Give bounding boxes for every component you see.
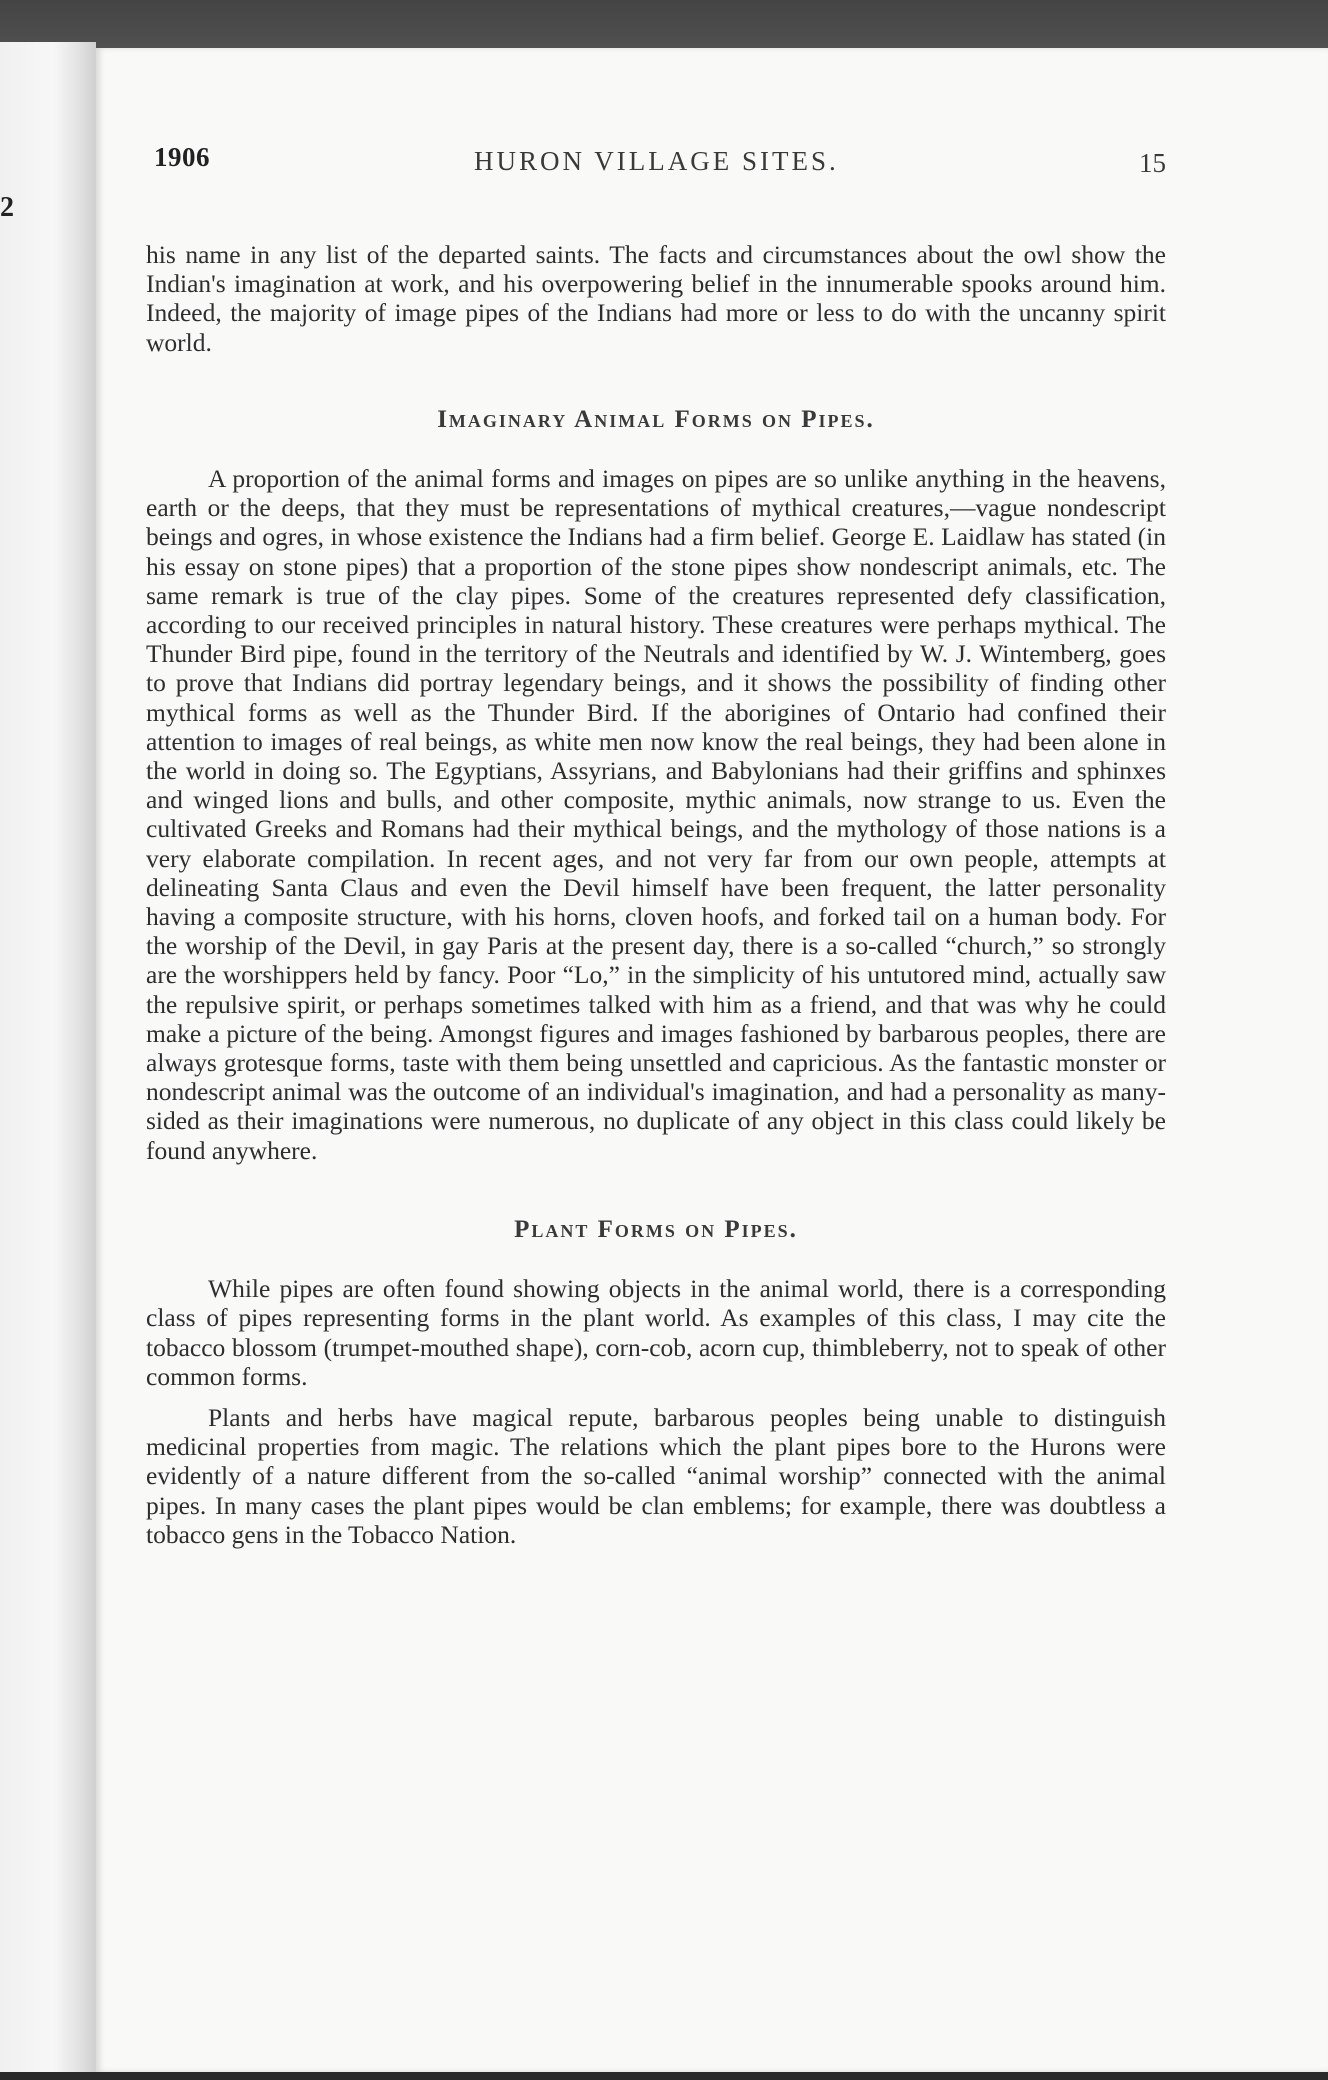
section-heading-imaginary-animal-forms: Imaginary Animal Forms on Pipes. xyxy=(437,405,875,433)
page-body xyxy=(146,240,1166,1549)
page-number: 15 xyxy=(1139,148,1166,178)
previous-page-edge xyxy=(0,42,96,2072)
previous-page-number: 2 xyxy=(0,192,14,223)
header-year: 1906 xyxy=(154,142,210,172)
paragraph-plant-magic: Plants and herbs have magical repute, barbarous peoples being unable to distinguish medicinal properties from magic. The relations which the plant pipes bore to the Hurons were evidently of a nature different from the so-called “animal worship” connected with the animal pipes. In many cases the plant pipes would be clan emblems; for example, there was doubtless a tobacco gens in the Tobacco Nation. xyxy=(146,1402,1166,1549)
paragraph-gap xyxy=(146,1391,1166,1403)
scan-border-bottom xyxy=(0,2072,1328,2080)
paragraph-plant-pipes: While pipes are often found showing objects in the animal world, there is a corresponding class of pipes representing forms in the plant world. As examples of this class, I may cite the tobacco blossom (trumpet-mouthed shape), corn-cob, acorn cup, thimbleberry, not to speak of other common forms. xyxy=(146,1274,1166,1391)
running-header xyxy=(154,142,1172,186)
running-title: HURON VILLAGE SITES. xyxy=(474,146,839,176)
section-heading-plant-forms: Plant Forms on Pipes. xyxy=(514,1215,798,1243)
paragraph-continued: his name in any list of the departed saints. The facts and circumstances about the owl show the Indian's imagination at work, and his overpowering belief in the innumerable spooks around him. Indeed, the majority of image pipes of the Indians had more or less to do with the uncanny spirit world. xyxy=(146,240,1166,357)
scan-border-top xyxy=(0,0,1328,48)
paragraph-imaginary-forms: A proportion of the animal forms and images on pipes are so unlike anything in the heavens, earth or the deeps, that they must be representations of mythical creatures,—vague nondescript beings and ogres, in whose existence the Indians had a firm belief. George E. Laidlaw has stated (in his essay on stone pipes) that a proportion of the stone pipes show nondescript animals, etc. The same remark is true of the clay pipes. Some of the creatures represented defy classification, according to our received principles in natural history. These creatures were perhaps mythical. The Thunder Bird pipe, found in the territory of the Neutrals and identified by W. J. Wintemberg, goes to prove that Indians did portray legendary beings, and it shows the possibility of finding other mythical forms as well as the Thunder Bird. If the aborigines of Ontario had confined their attention to images of real beings, as white men now know the real beings, they had been alone in the world in doing so. The Egyptians, Assyrians, and Babylonians had their griffins and sphinxes and winged lions and bulls, and other composite, mythic animals, now strange to us. Even the cultivated Greeks and Romans had their mythical beings, and the mythology of those nations is a very elaborate compilation. In recent ages, and not very far from our own people, attempts at delineating Santa Claus and even the Devil himself have been frequent, the latter personality having a composite structure, with his horns, cloven hoofs, and forked tail on a human body. For the worship of the Devil, in gay Paris at the present day, there is a so-called “church,” so strongly are the worshippers held by fancy. Poor “Lo,” in the simplicity of his untutored mind, actually saw the repulsive spirit, or perhaps sometimes talked with him as a friend, and that was why he could make a picture of the being. Amongst figures and images fashioned by barbarous peoples, there are always grotesque forms, taste with them being unsettled and capricious. As the fantastic monster or nondescript animal was the outcome of an individual's imagination, and had a personality as many-sided as their imaginations were numerous, no duplicate of any object in this class could likely be found anywhere. xyxy=(146,464,1166,1165)
